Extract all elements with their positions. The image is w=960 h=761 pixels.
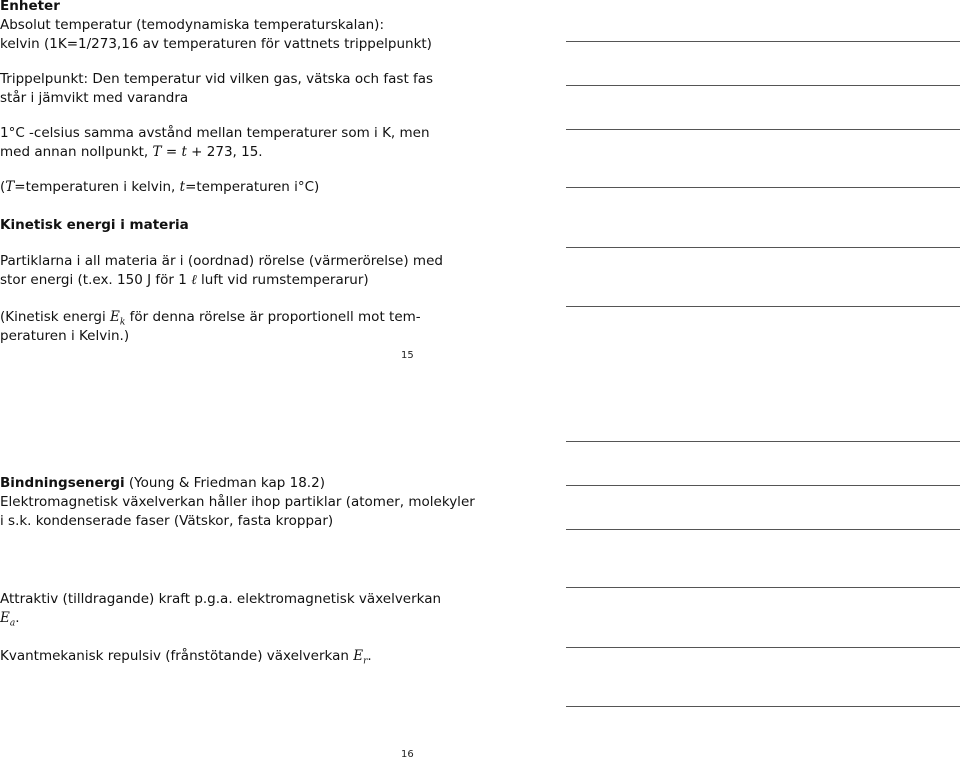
- attractive-symbol-E: E: [0, 610, 10, 626]
- note-line: [566, 41, 960, 42]
- attractive-line-1: Attraktiv (tilldragande) kraft p.g.a. elektromagnetisk växelverkan: [0, 591, 442, 607]
- note-line: [566, 587, 960, 588]
- ek-symbol-E: E: [110, 309, 120, 325]
- symbol-T: T: [152, 144, 162, 160]
- def-kelvin: =temperaturen i kelvin,: [14, 179, 180, 195]
- celsius-text: med annan nollpunkt,: [0, 144, 153, 160]
- ek-line-2: peraturen i Kelvin.): [0, 328, 130, 344]
- attractive-line-2: [0, 607, 20, 629]
- paren-open: (: [0, 179, 6, 195]
- attractive-subscript: a: [9, 618, 16, 629]
- celsius-line-2: [0, 141, 263, 163]
- definition-line: [0, 176, 319, 198]
- symbol-t: t: [181, 144, 187, 160]
- kinetic-line-1: Partiklarna i all materia är i (oordnad) rörelse (värmerörelse) med: [0, 253, 443, 269]
- em-line-2: i s.k. kondenserade faser (Vätskor, fasta kroppar): [0, 513, 334, 529]
- kinetic-example: stor energi (t.ex. 150 J för 1: [0, 272, 192, 288]
- ek-text: (Kinetisk energi: [0, 309, 111, 325]
- absolute-temp-line-2: kelvin (1K=1/273,16 av temperaturen för vattnets trippelpunkt): [0, 36, 432, 52]
- note-line: [566, 187, 960, 188]
- absolute-temp-line-1: Absolut temperatur (temodynamiska temperaturskalan):: [0, 17, 384, 33]
- def-celsius: =temperaturen i°C): [185, 179, 320, 195]
- repulsive-dot: .: [367, 648, 372, 664]
- page-number-16: 16: [401, 749, 414, 760]
- repulsive-subscript: r: [363, 656, 368, 667]
- heading-enheter: Enheter: [0, 0, 60, 14]
- def-symbol-t: t: [179, 179, 186, 195]
- kinetic-example-end: luft vid rumstemperarur): [196, 272, 369, 288]
- repulsive-line: [0, 645, 372, 667]
- liter-symbol: ℓ: [191, 272, 197, 288]
- em-line-1: Elektromagnetisk växelverkan håller ihop partiklar (atomer, molekyler: [0, 494, 475, 510]
- triple-point-line-2: står i jämvikt med varandra: [0, 90, 189, 106]
- note-line: [566, 85, 960, 86]
- repulsive-text: Kvantmekanisk repulsiv (frånstötande) växelverkan: [0, 648, 354, 664]
- note-line: [566, 247, 960, 248]
- note-line: [566, 441, 960, 442]
- equals-sign: =: [161, 144, 182, 160]
- note-line: [566, 706, 960, 707]
- celsius-offset: + 273, 15.: [186, 144, 263, 160]
- note-line: [566, 306, 960, 307]
- binding-reference: (Young & Friedman kap 18.2): [124, 475, 325, 491]
- note-line: [566, 485, 960, 486]
- ek-text-end: för denna rörelse är proportionell mot tem-: [125, 309, 421, 325]
- repulsive-symbol-E: E: [353, 648, 364, 664]
- heading-kinetic-energy: Kinetisk energi i materia: [0, 217, 189, 233]
- ek-subscript: k: [119, 317, 126, 328]
- note-line: [566, 529, 960, 530]
- attractive-dot: .: [15, 610, 20, 626]
- heading-binding-energy: Bindningsenergi: [0, 475, 125, 491]
- page-number-15: 15: [401, 350, 414, 361]
- triple-point-line-1: Trippelpunkt: Den temperatur vid vilken gas, vätska och fast fas: [0, 71, 434, 87]
- note-line: [566, 129, 960, 130]
- def-symbol-T: T: [5, 179, 15, 195]
- kinetic-line-2: [0, 269, 369, 291]
- note-line: [566, 647, 960, 648]
- celsius-line-1: 1°C -celsius samma avstånd mellan temperaturer som i K, men: [0, 125, 430, 141]
